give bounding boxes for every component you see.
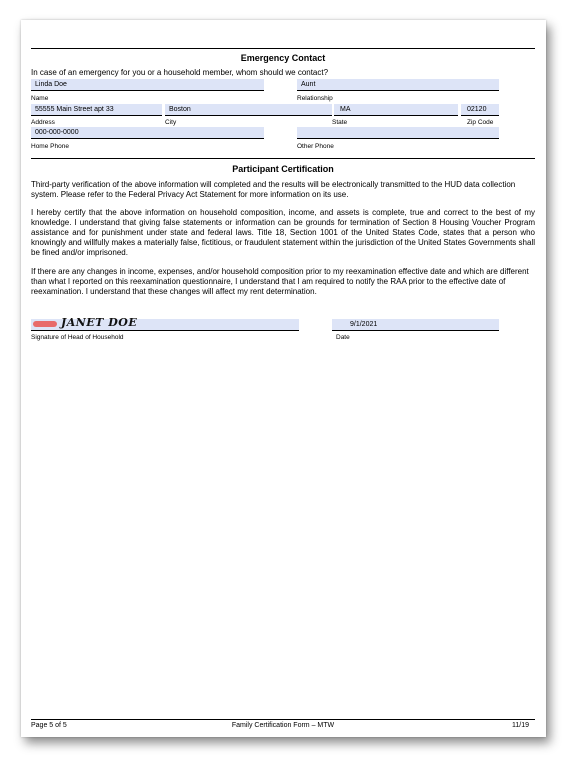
- emergency-contact-title: Emergency Contact: [240, 53, 326, 63]
- document-page: [21, 20, 546, 737]
- zip-code-field[interactable]: 02120: [461, 104, 499, 116]
- relationship-field[interactable]: Aunt: [297, 79, 499, 91]
- form-name: Family Certification Form – MTW: [231, 722, 335, 729]
- emergency-question: In case of an emergency for you or a household member, whom should we contact?: [31, 68, 329, 77]
- name-field[interactable]: Linda Doe: [31, 79, 264, 91]
- home-phone-label: Home Phone: [31, 143, 69, 150]
- signature-stamp: [33, 321, 57, 327]
- signature-field[interactable]: [31, 316, 299, 331]
- certification-paragraph-3: If there are any changes in income, expenses, and/or household composition prior to my reexamination effective date and which are different than what I reported on this reexamination questionnaire, I understand that I am required to notify the RAA prior to the effective date of reexamination. I understand that these changes will affect my rent determination.: [31, 267, 529, 296]
- date-label: Date: [336, 334, 350, 341]
- date-field[interactable]: 9/1/2021: [332, 319, 499, 331]
- certification-title: Participant Certification: [232, 164, 334, 174]
- address-field[interactable]: 55555 Main Street apt 33: [31, 104, 162, 116]
- other-phone-label: Other Phone: [297, 143, 334, 150]
- city-field[interactable]: Boston: [165, 104, 332, 116]
- top-divider: [31, 48, 535, 49]
- zip-code-label: Zip Code: [467, 119, 494, 126]
- signature-label: Signature of Head of Household: [31, 334, 124, 341]
- home-phone-field[interactable]: 000-000-0000: [31, 127, 264, 139]
- state-label: State: [332, 119, 348, 126]
- address-label: Address: [31, 119, 55, 126]
- relationship-label: Relationship: [297, 95, 333, 102]
- certification-paragraph-2: I hereby certify that the above information on household composition, income, and assets is complete, true and correct to the best of my knowledge. I understand that giving false statements or information can be grounds for termination of Section 8 Housing Voucher Program assistance and for punishment under state and federal laws. Title 18, Section 1001 of the United States Code, states that a person who knowingly and willfully makes a materially false, fictitious, or fraudulent statement within the jurisdiction of the United States Governments shall be fined and/or imprisoned.: [31, 208, 535, 257]
- page-number: Page 5 of 5: [31, 722, 67, 729]
- certification-divider: [31, 158, 535, 159]
- state-field[interactable]: MA: [334, 104, 458, 116]
- signature-image: JANET DOE: [61, 316, 138, 329]
- footer-divider: [31, 719, 535, 720]
- form-revision: 11/19: [512, 722, 529, 729]
- city-label: City: [165, 119, 177, 126]
- certification-paragraph-1: Third-party verification of the above information will completed and the results will be electronically transmitted to the HUD data collection system. Please refer to the Federal Privacy Act Statement for more information on its use.: [31, 180, 516, 199]
- name-label: Name: [31, 95, 49, 102]
- other-phone-field[interactable]: [297, 127, 499, 139]
